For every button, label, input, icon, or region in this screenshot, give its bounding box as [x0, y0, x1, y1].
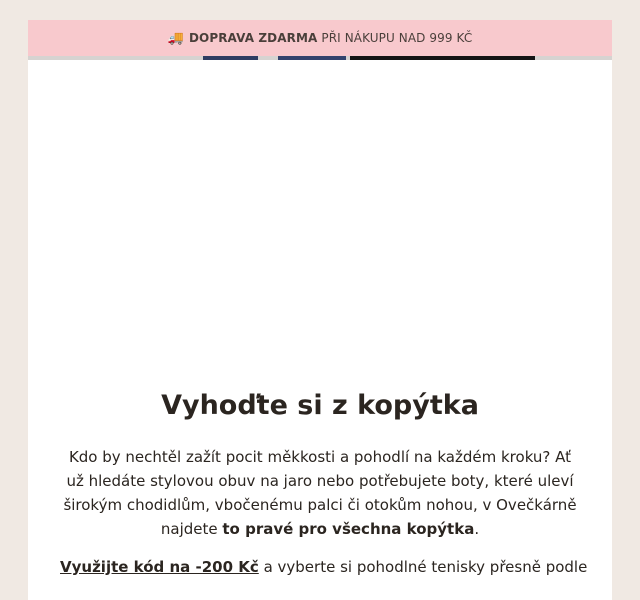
- hero-image-fragment: [203, 56, 258, 60]
- hero-image[interactable]: [28, 60, 612, 390]
- free-shipping-banner[interactable]: [28, 20, 612, 56]
- email-container: [28, 20, 612, 600]
- hero-image-fragment: [350, 56, 535, 60]
- hero-image-fragment: [278, 56, 346, 60]
- paragraph-intro: Kdo by nechtěl zažít pocit měkkosti a pohodlí na každém kroku? Ať už hledáte stylovou obuv na jaro nebo potřebujete boty, které uleví širokým chodidlům, vbočenému palci či otokům nohou, v Ovečkárně najdete: [63, 448, 577, 538]
- promo-text: PŘI NÁKUPU NAD 999 KČ: [321, 31, 473, 45]
- offer-code-link[interactable]: Využijte kód na -200 Kč: [60, 558, 259, 576]
- article-heading: Vyhoďte si z kopýtka: [161, 390, 479, 421]
- article-paragraph: [60, 445, 580, 541]
- offer-text: a vyberte si pohodlné tenisky přesně podle: [263, 558, 588, 576]
- offer-paragraph: [60, 555, 588, 579]
- truck-icon: 🚚: [167, 30, 184, 46]
- paragraph-bold: to pravé pro všechna kopýtka: [222, 520, 475, 538]
- paragraph-end: .: [474, 520, 480, 538]
- promo-bold-text: DOPRAVA ZDARMA: [188, 31, 318, 45]
- hero-image-top-edge: [28, 56, 612, 60]
